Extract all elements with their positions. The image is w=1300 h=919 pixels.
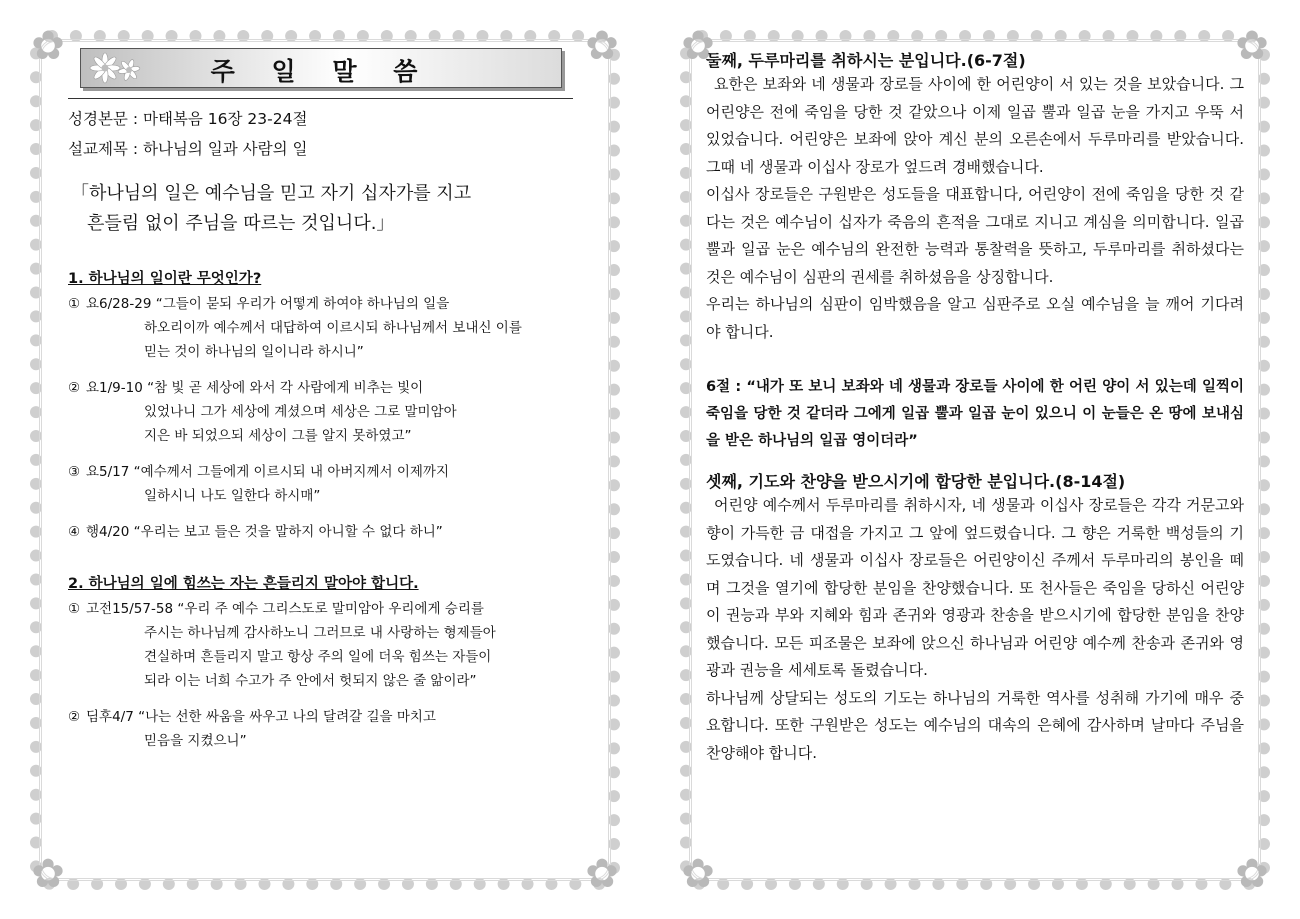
verse-line: 지은 바 되었으되 세상이 그를 알지 못하였고”	[144, 428, 412, 444]
verse-line: 되라 이는 너희 수고가 주 안에서 헛되지 않은 줄 앎이라”	[144, 673, 477, 689]
section-heading: 셋째, 기도와 찬양을 받으시기에 합당한 분입니다.(8-14절)	[706, 472, 1126, 491]
verse-number: ①	[68, 601, 81, 617]
body-paragraph: 요한은 보좌와 네 생물과 장로들 사이에 한 어린양이 서 있는 것을 보았습니다. 그 어린양은 전에 죽임을 당한 것 같았으나 이제 일곱 뿔과 일곱 눈을 가지고 우뚝 서 있었습니다. 어린양은 보좌에 앉아 계신 분의 오른손에서 두루마리를 받았습니다. 그때 네 생물과 이십사 장로가 엎드려 경배했습니다.	[706, 75, 1244, 176]
verse-number: ②	[68, 709, 81, 725]
title-banner	[80, 48, 562, 88]
verse-number: ②	[68, 380, 81, 396]
right-content	[706, 46, 1244, 870]
left-page	[30, 23, 620, 897]
verse-line: 요6/28-29 “그들이 묻되 우리가 어떻게 하여야 하나님의 일을	[86, 296, 450, 312]
verse-item	[68, 376, 584, 448]
scripture-reference: 성경본문 : 마태복음 16장 23-24절	[68, 110, 308, 128]
theme-line: 흔들림 없이 주님을 따르는 것입니다.」	[87, 213, 395, 234]
verse-line: 행4/20 “우리는 보고 들은 것을 말하지 아니할 수 없다 하니”	[86, 524, 443, 540]
verse-item	[68, 520, 584, 544]
flower-ornament-icon: ✿	[31, 851, 65, 897]
title-underline	[68, 98, 573, 99]
flower-ornament-icon: ✿	[585, 23, 619, 69]
verse-number: ④	[68, 524, 81, 540]
sermon-theme	[71, 179, 584, 239]
section-heading: 둘째, 두루마리를 취하시는 분입니다.(6-7절)	[706, 51, 1026, 70]
flower-ornament-icon: ✿	[585, 851, 619, 897]
scripture-quote: 6절 : “내가 또 보니 보좌와 네 생물과 장로들 사이에 한 어린 양이 서 있는데 일찍이 죽임을 당한 것 같더라 그에게 일곱 뿔과 일곱 눈이 있으니 이 눈들은 온 땅에 보내심을 받은 하나님의 일곱 영이더라”	[706, 379, 1244, 449]
verse-item	[68, 597, 584, 693]
flower-ornament-icon: ✿	[31, 23, 65, 69]
flower-ornament-icon: ✿	[1235, 851, 1269, 897]
verse-line: 견실하며 흔들리지 말고 항상 주의 일에 더욱 힘쓰는 자들이	[144, 649, 492, 665]
verse-line: 요5/17 “예수께서 그들에게 이르시되 내 아버지께서 이제까지	[86, 464, 449, 480]
section-heading: 2. 하나님의 일에 힘쓰는 자는 흔들리지 말아야 합니다.	[68, 576, 419, 592]
page-title: 주 일 말 씀	[210, 57, 432, 86]
verse-line: 일하시니 나도 일한다 하시매”	[144, 488, 321, 504]
verse-line: 요1/9-10 “참 빛 곧 세상에 와서 각 사람에게 비추는 빛이	[86, 380, 424, 396]
verse-line: 있었나니 그가 세상에 계셨으며 세상은 그로 말미암아	[144, 404, 457, 420]
verse-line: 하오리이까 예수께서 대답하여 이르시되 하나님께서 보내신 이를	[144, 320, 522, 336]
verse-item	[68, 292, 584, 364]
theme-line: 「하나님의 일은 예수님을 믿고 자기 십자가를 지고	[71, 183, 472, 204]
verse-line: 주시는 하나님께 감사하노니 그러므로 내 사랑하는 형제들아	[144, 625, 496, 641]
verse-line: 고전15/57-58 “우리 주 예수 그리스도로 말미암아 우리에게 승리를	[86, 601, 484, 617]
section-heading: 1. 하나님의 일이란 무엇인가?	[68, 271, 262, 287]
left-content	[68, 48, 584, 870]
sermon-title: 설교제목 : 하나님의 일과 사람의 일	[68, 140, 308, 158]
body-paragraph: 어린양 예수께서 두루마리를 취하시자, 네 생물과 이십사 장로들은 각각 거문고와 향이 가득한 금 대접을 가지고 그 앞에 엎드렸습니다. 그 향은 거룩한 백성들의 기도였습니다. 네 생물과 이십사 장로들은 어린양이신 주께서 두루마리의 봉인을 떼며 그것을 열기에 합당한 분임을 찬양했습니다. 또 천사들은 죽임을 당하신 어린양이 권능과 부와 지혜와 힘과 존귀와 영광과 찬송을 받으시기에 합당한 분임을 찬양했습니다. 모든 피조물은 보좌에 앉으신 하나님과 어린양 예수께 찬송과 존귀와 영광과 권능을 세세토록 돌렸습니다.	[706, 496, 1244, 679]
right-page	[680, 23, 1270, 897]
body-paragraph: 우리는 하나님의 심판이 임박했음을 알고 심판주로 오실 예수님을 늘 깨어 기다려야 합니다.	[706, 295, 1244, 341]
flower-ornament-icon: ✿	[681, 23, 715, 69]
verse-line: 믿음을 지켰으니”	[144, 733, 247, 749]
verse-number: ①	[68, 296, 81, 312]
flower-ornament-icon: ✿	[681, 851, 715, 897]
verse-number: ③	[68, 464, 81, 480]
body-paragraph: 하나님께 상달되는 성도의 기도는 하나님의 거룩한 역사를 성취해 가기에 매우 중요합니다. 또한 구원받은 성도는 예수님의 대속의 은혜에 감사하며 날마다 주님을 찬양해야 합니다.	[706, 688, 1244, 762]
body-paragraph: 이십사 장로들은 구원받은 성도들을 대표합니다, 어린양이 전에 죽임을 당한 것 같다는 것은 예수님이 십자가 죽음의 흔적을 그대로 지니고 계심을 의미합니다. 일곱 뿔과 일곱 눈은 예수님의 완전한 능력과 통찰력을 뜻하고, 두루마리를 취하셨다는 것은 예수님이 심판의 권세를 취하셨음을 상징합니다.	[706, 185, 1244, 286]
verse-item	[68, 460, 584, 508]
verse-line: 믿는 것이 하나님의 일이니라 하시니”	[144, 344, 364, 360]
verse-item	[68, 705, 584, 753]
verse-line: 딤후4/7 “나는 선한 싸움을 싸우고 나의 달려갈 길을 마치고	[86, 709, 436, 725]
flower-ornament-icon: ✿	[1235, 23, 1269, 69]
